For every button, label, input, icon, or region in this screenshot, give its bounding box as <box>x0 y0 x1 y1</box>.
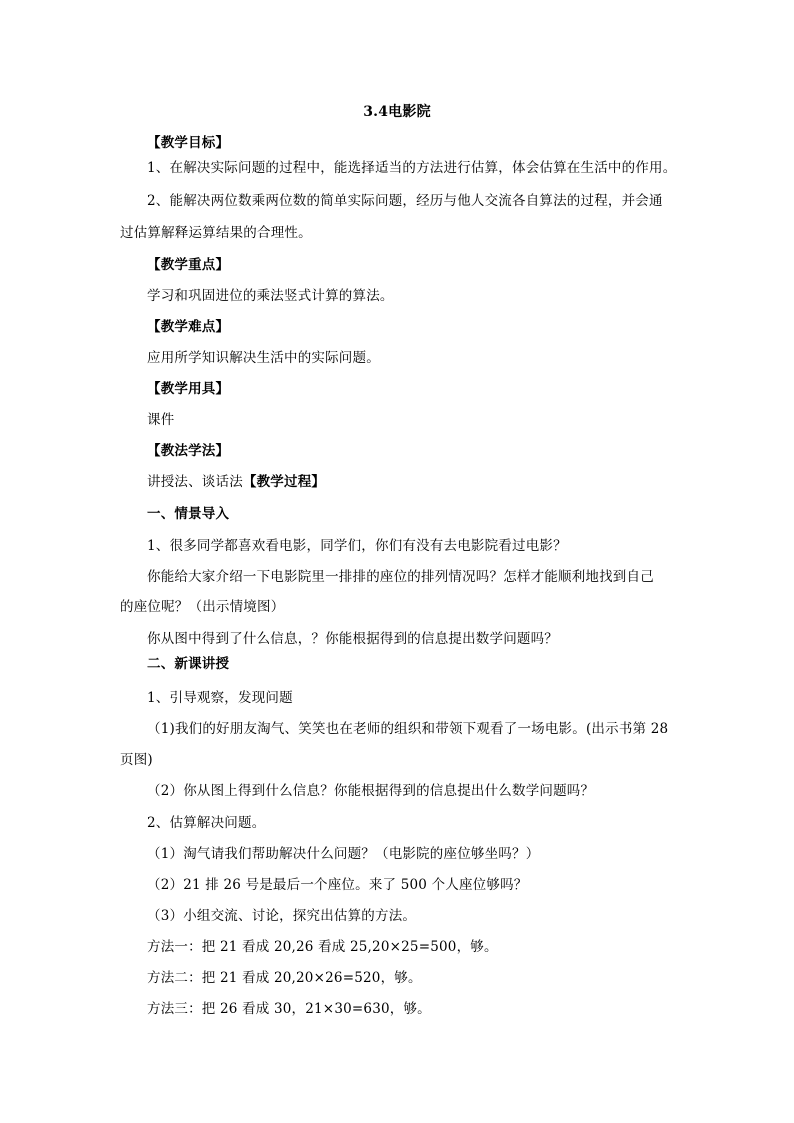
step-1-2: （2）你从图上得到什么信息？你能根据得到的信息提出什么数学问题吗？ <box>147 783 595 799</box>
goals-heading: 【教学目标】 <box>147 135 230 151</box>
key-points-text: 学习和巩固进位的乘法竖式计算的算法。 <box>147 288 394 304</box>
step-2-3: （3）小组交流、讨论，探究出估算的方法。 <box>147 908 417 924</box>
part-1-question-2-line-1: 你能给大家介绍一下电影院里一排排的座位的排列情况吗？怎样才能顺利地找到自己 <box>147 569 654 585</box>
process-heading: 【教学过程】 <box>242 474 326 490</box>
step-2: 2、估算解决问题。 <box>147 815 266 831</box>
part-2-heading: 二、新课讲授 <box>147 656 230 672</box>
tools-text: 课件 <box>147 412 175 428</box>
tools-heading: 【教学用具】 <box>147 381 230 397</box>
difficulty-heading: 【教学难点】 <box>147 319 230 335</box>
step-2-1: （1）淘气请我们帮助解决什么问题？（电影院的座位够坐吗？） <box>147 846 540 862</box>
page-title: 3.4电影院 <box>363 104 431 120</box>
method-2: 方法二：把 21 看成 20,20×26=520，够。 <box>147 970 422 986</box>
part-1-question-3: 你从图中得到了什么信息，？你能根据得到的信息提出数学问题吗？ <box>147 631 558 647</box>
part-1-heading: 一、情景导入 <box>147 506 230 522</box>
methods-heading: 【教法学法】 <box>147 443 230 459</box>
goal-2-line-1: 2、能解决两位数乘两位数的简单实际问题，经历与他人交流各自算法的过程，并会通 <box>147 193 663 209</box>
key-points-heading: 【教学重点】 <box>147 257 230 273</box>
method-3: 方法三：把 26 看成 30，21×30=630，够。 <box>147 1001 431 1017</box>
difficulty-text: 应用所学知识解决生活中的实际问题。 <box>147 350 380 366</box>
methods-line <box>147 473 325 491</box>
methods-text: 讲授法、谈话法 <box>147 474 243 490</box>
step-2-2: （2）21 排 26 号是最后一个座位。来了 500 个人座位够吗？ <box>147 877 528 893</box>
goal-1: 1、在解决实际问题的过程中，能选择适当的方法进行估算，体会估算在生活中的作用。 <box>147 160 677 176</box>
step-1-1-line-1: （1)我们的好朋友淘气、笑笑也在老师的组织和带领下观看了一场电影。(出示书第 28 <box>147 721 669 737</box>
goal-2-line-2: 过估算解释运算结果的合理性。 <box>120 225 312 241</box>
step-1: 1、引导观察，发现问题 <box>147 690 293 706</box>
step-1-1-line-2: 页图) <box>120 752 153 768</box>
part-1-question-2-line-2: 的座位呢？（出示情境图） <box>120 599 285 615</box>
method-1: 方法一：把 21 看成 20,26 看成 25,20×25=500，够。 <box>147 939 498 955</box>
part-1-question-1: 1、很多同学都喜欢看电影，同学们，你们有没有去电影院看过电影？ <box>147 538 567 554</box>
